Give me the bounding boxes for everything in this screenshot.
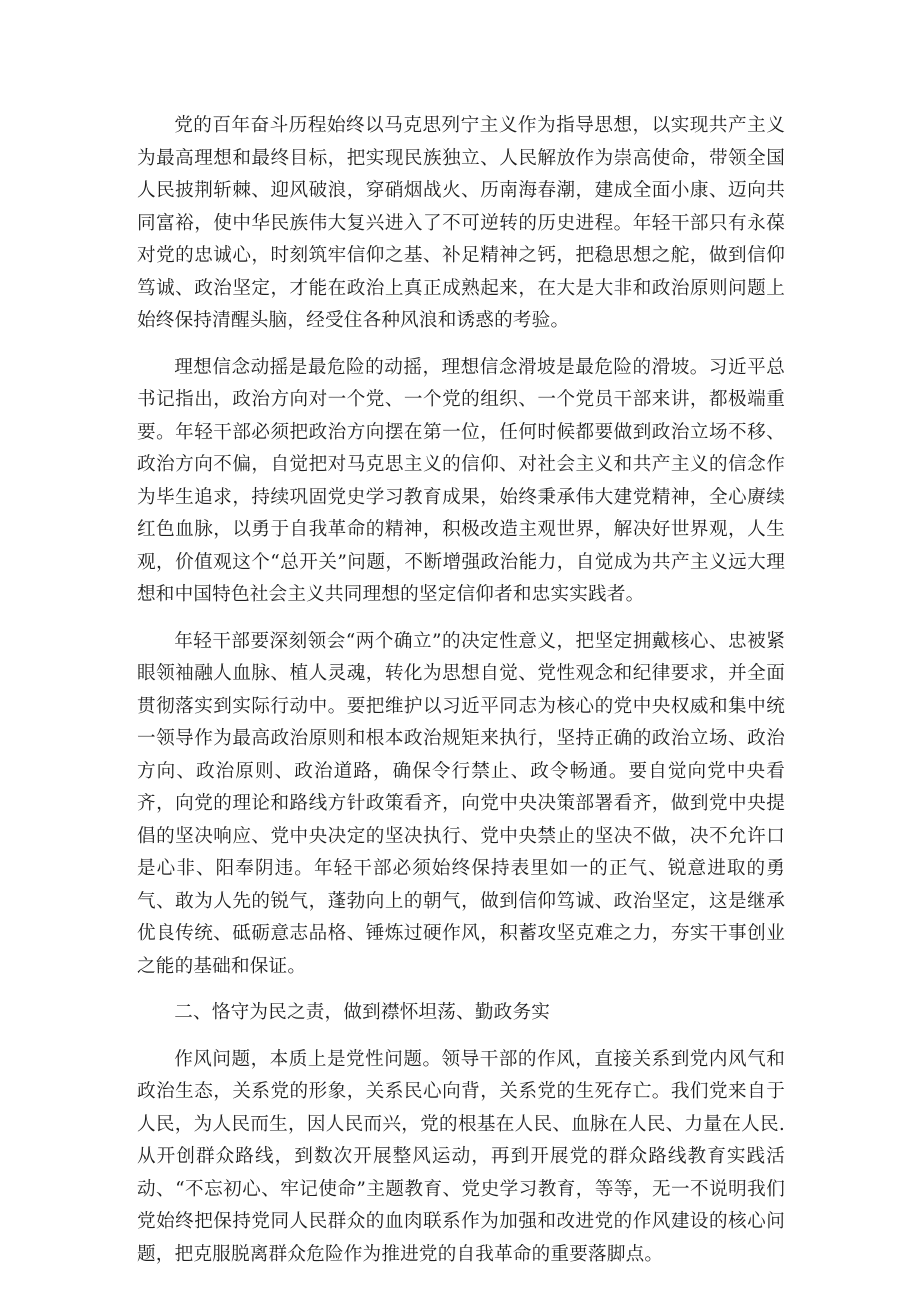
paragraph-2: 理想信念动摇是最危险的动摇，理想信念滑坡是最危险的滑坡。习近平总书记指出，政治方向对一个党、一个党的组织、一个党员干部来讲，都极端重要。年轻干部必须把政治方向摆在第一位，任何时候都要做到政治立场不移、政治方向不偏，自觉把对马克思主义的信仰、对社会主义和共产主义的信念作为毕生追求，持续巩固党史学习教育成果，始终秉承伟大建党精神，全心赓续红色血脉，以勇于自我革命的精神，积极改造主观世界，解决好世界观，人生观，价值观这个“总开关”问题，不断增强政治能力，自觉成为共产主义远大理想和中国特色社会主义共同理想的坚定信仰者和忠实实践者。: [137, 356, 785, 605]
section-heading: 二、恪守为民之责，做到襟怀坦荡、勤政务实: [174, 1002, 551, 1023]
paragraph-1: 党的百年奋斗历程始终以马克思列宁主义作为指导思想，以实现共产主义为最高理想和最终目标，把实现民族独立、人民解放作为崇高使命，带领全国人民披荆斩棘、迎风破浪，穿硝烟战火、历南海春潮，建成全面小康、迈向共同富裕，使中华民族伟大复兴进入了不可逆转的历史进程。年轻干部只有永葆对党的忠诚心，时刻筑牢信仰之基、补足精神之钙，把稳思想之舵，做到信仰笃诚、政治坚定，才能在政治上真正成熟起来，在大是大非和政治原则问题上始终保持清醒头脑，经受住各种风浪和诱惑的考验。: [137, 115, 785, 331]
paragraph-4: 作风问题，本质上是党性问题。领导干部的作风，直接关系到党内风气和政治生态，关系党的形象，关系民心向背，关系党的生死存亡。我们党来自于人民，为人民而生，因人民而兴，党的根基在人民、血脉在人民、力量在人民.从开创群众路线，到数次开展整风运动，再到开展党的群众路线教育实践活动、“不忘初心、牢记使命”主题教育、党史学习教育，等等，无一不说明我们党始终把保持党同人民群众的血肉联系作为加强和改进党的作风建设的核心问题，把克服脱离群众危险作为推进党的自我革命的重要落脚点。: [137, 1048, 785, 1265]
document-page: [137, 110, 785, 1285]
paragraph-3: 年轻干部要深刻领会“两个确立”的决定性意义，把坚定拥戴核心、忠被紧眼领袖融人血脉、植人灵魂，转化为思想自觉、党性观念和纪律要求，并全面贯彻落实到实际行动中。要把维护以习近平同志为核心的党中央权威和集中统一领导作为最高政治原则和根本政治规矩来执行，坚持正确的政治立场、政治方向、政治原则、政治道路，确保令行禁止、政令畅通。要自觉向党中央看齐，向党的理论和路线方针政策看齐，向党中央决策部署看齐，做到党中央提倡的坚决响应、党中央决定的坚决执行、党中央禁止的坚决不做，决不允许口是心非、阳奉阴违。年轻干部必须始终保持表里如一的正气、锐意进取的勇气、敢为人先的锐气，蓬勃向上的朝气，做到信仰笃诚、政治坚定，这是继承优良传统、砥砺意志品格、锤炼过硬作风，积蓄攻坚克难之力，夯实干事创业之能的基础和保证。: [137, 630, 785, 977]
